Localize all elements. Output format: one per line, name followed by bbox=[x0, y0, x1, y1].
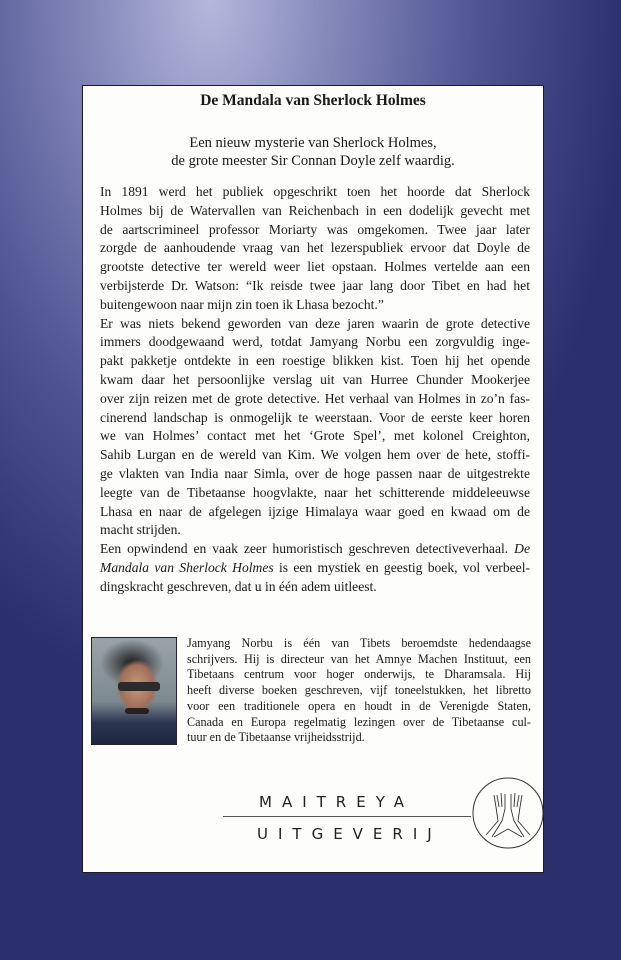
text-line: heeft diverse boeken geschreven, vijf toneelstukken, het libretto bbox=[187, 683, 531, 698]
text-line: we van Holmes’ contact met het ‘Grote Spel’, met kolonel Creighton, bbox=[100, 428, 530, 444]
italic-book-title: De bbox=[514, 541, 530, 557]
italic-book-title: Mandala van Sherlock Holmes bbox=[100, 559, 274, 575]
praying-hands-logo-icon bbox=[472, 777, 544, 849]
text-line: cinerend landschap is onmogelijk te weerstaan. Voor de eerste keer horen bbox=[100, 409, 530, 425]
author-photo bbox=[91, 637, 177, 745]
publisher-name: MAITREYA bbox=[259, 793, 414, 811]
book-title: De Mandala van Sherlock Holmes bbox=[200, 92, 426, 109]
text-line: schrijvers. Hij is directeur van het Amnye Machen Instituut, een bbox=[187, 651, 531, 666]
text-line: Jamyang Norbu is één van Tibets beroemdste hedendaagse bbox=[187, 636, 531, 650]
text-line: Er was niets bekend geworden van deze jaren waarin de grote detective bbox=[100, 315, 530, 331]
publisher-subtitle: UITGEVERIJ bbox=[257, 825, 442, 843]
paragraph bbox=[100, 540, 530, 596]
back-cover-panel bbox=[82, 85, 544, 873]
text-line: buitengewoon naar mijn zin toen ik Lhasa bezocht.” bbox=[100, 296, 384, 312]
text-line: de aartscrimineel professor Moriarty was omgekomen. Twee jaar later bbox=[100, 221, 530, 237]
text-line: verbijsterde Dr. Watson: “Ik reisde twee jaar lang door Tibet en had het bbox=[100, 277, 530, 293]
text-line: over zijn reizen met de grote detective. Het verhaal van Holmes in zo’n fas- bbox=[100, 390, 530, 406]
mustache bbox=[125, 708, 149, 714]
text-line: ge vlakten van India naar Simla, over de hoge passen naar de uitgestrekte bbox=[100, 465, 530, 481]
text-line: pakt pakketje ontdekte in een roestige blikken kist. Toen hij het opende bbox=[100, 353, 530, 369]
text-line: tuur en de Tibetaanse vrijheidsstrijd. bbox=[187, 730, 365, 745]
text-line bbox=[100, 559, 530, 578]
logo-divider bbox=[223, 816, 471, 817]
author-bio bbox=[187, 636, 531, 746]
paragraph bbox=[100, 183, 530, 315]
text-segment: is een mystiek en geestig boek, vol verbeel- bbox=[273, 559, 531, 575]
subtitle-line: Een nieuw mysterie van Sherlock Holmes, bbox=[189, 135, 437, 151]
text-line: Lhasa en naar de afgelegen ijzige Himalaya waar goed en kwaad om de bbox=[100, 503, 530, 519]
text-line: Tibetaans centrum voor hoger onderwijs, te Dharamsala. Hij bbox=[187, 667, 531, 682]
text-line: grootste detective ter wereld weer liet opstaan. Holmes vertelde aan een bbox=[100, 259, 530, 275]
subtitle bbox=[83, 134, 543, 170]
text-line: Canada en Europa regelmatig lezingen over de Tibetaanse cul- bbox=[187, 714, 531, 729]
text-line: zorgde de aanhoudende vraag van het lezerspubliek ervoor dat Doyle de bbox=[100, 240, 530, 256]
text-line: macht strijden. bbox=[100, 522, 181, 538]
text-line: In 1891 werd het publiek opgeschrikt toen het hoorde dat Sherlock bbox=[100, 184, 530, 199]
text-line bbox=[100, 540, 530, 559]
sunglasses bbox=[118, 682, 160, 691]
text-line: Sahib Lurgan en de wereld van Kim. We volgen hem over de hete, stoffi- bbox=[100, 447, 530, 463]
text-line: immers doodgewaand werd, totdat Jamyang Norbu een zorgvuldig inge- bbox=[100, 334, 530, 350]
text-line: Holmes bij de Watervallen van Reichenbach in een dodelijk gevecht met bbox=[100, 202, 530, 218]
subtitle-line: de grote meester Sir Connan Doyle zelf waardig. bbox=[171, 153, 455, 169]
text-line: leegte van de Tibetaanse hoogvlakte, naar het schitterende middeleeuwse bbox=[100, 484, 530, 500]
text-line: voor een traditionele opera en houdt in de Verenigde Staten, bbox=[187, 698, 531, 713]
paragraph bbox=[100, 315, 530, 541]
text-line: dingskracht geschreven, dat u in één adem uitleest. bbox=[100, 578, 377, 594]
text-line: kwam daar het persoonlijke verslag uit van Hurree Chunder Mookerjee bbox=[100, 371, 530, 387]
blurb-text bbox=[100, 183, 530, 597]
text-segment: Een opwindend en vaak zeer humoristisch geschreven detectiveverhaal. bbox=[100, 541, 515, 557]
